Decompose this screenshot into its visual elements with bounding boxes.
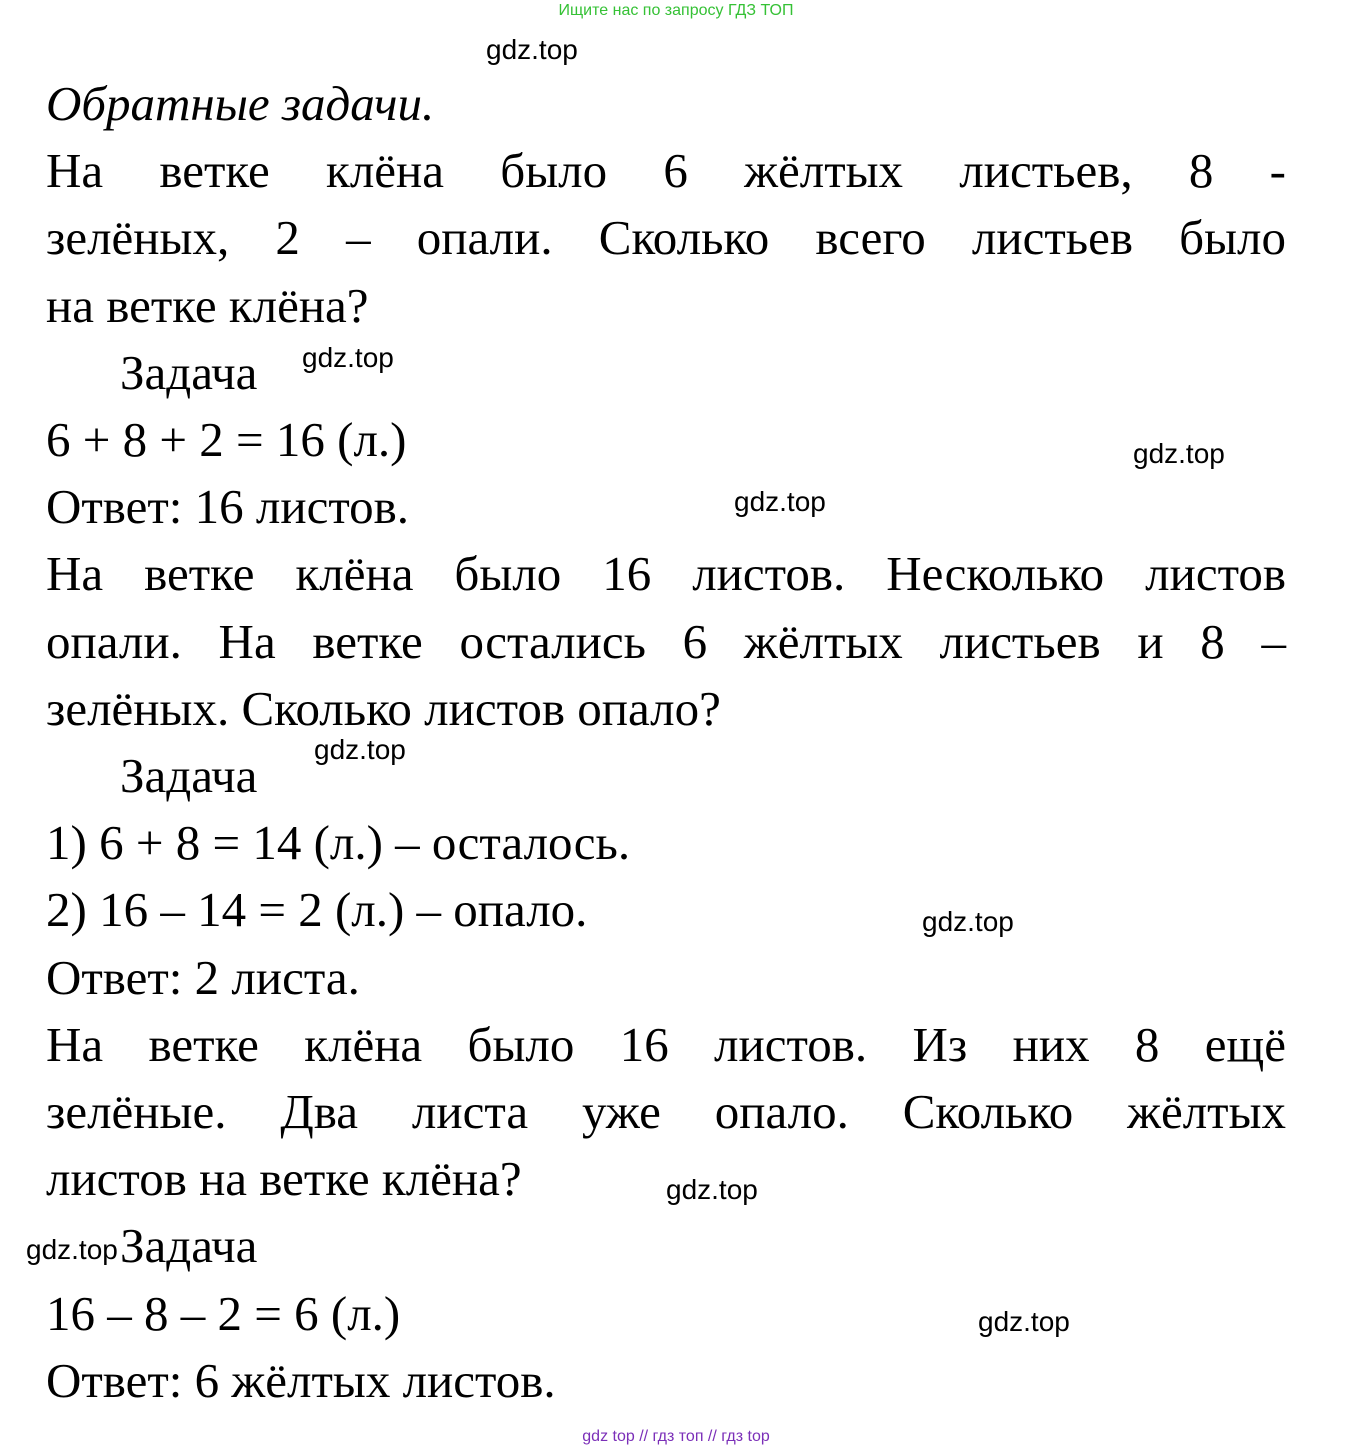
problem-3-solution: 16 – 8 – 2 = 6 (л.)	[46, 1285, 401, 1341]
watermark: gdz.top	[734, 486, 826, 517]
problem-3-task-label: Задача	[120, 1218, 258, 1274]
problem-2-solution-step-1: 1) 6 + 8 = 14 (л.) – осталось.	[46, 815, 631, 871]
watermark: gdz.top	[1133, 438, 1225, 469]
problem-2-text-line-1: На ветке клёна было 16 листов. Несколько листов	[46, 546, 1286, 602]
problem-1-answer: Ответ: 16 листов.	[46, 479, 410, 535]
watermark: gdz.top	[922, 906, 1014, 937]
problem-2-task-label: Задача	[120, 748, 258, 804]
footer-banner: gdz top // гдз топ // гдз top	[582, 1428, 770, 1445]
problem-1-task-label: Задача	[120, 344, 258, 400]
watermark: gdz.top	[486, 34, 578, 65]
problem-1-solution: 6 + 8 + 2 = 16 (л.)	[46, 412, 407, 468]
problem-1-text-line-2: зелёных, 2 – опали. Сколько всего листьев было	[46, 210, 1286, 266]
problem-2-text-line-3: зелёных. Сколько листов опало?	[46, 680, 721, 736]
document-body	[46, 70, 1286, 1414]
watermark: gdz.top	[26, 1234, 118, 1265]
watermark: gdz.top	[314, 734, 406, 765]
problem-3-text-line-2: зелёные. Два листа уже опало. Сколько жёлтых	[46, 1084, 1286, 1140]
problem-1-text-line-3: на ветке клёна?	[46, 277, 369, 333]
problem-2-solution-step-2: 2) 16 – 14 = 2 (л.) – опало.	[46, 882, 588, 938]
problem-3-text-line-3: листов на ветке клёна?	[46, 1151, 522, 1207]
problem-1-text-line-1: На ветке клёна было 6 жёлтых листьев, 8 -	[46, 143, 1286, 199]
search-banner: Ищите нас по запросу ГДЗ ТОП	[558, 2, 794, 19]
problem-3-answer: Ответ: 6 жёлтых листов.	[46, 1352, 556, 1408]
page-title: Обратные задачи.	[46, 76, 435, 131]
watermark: gdz.top	[666, 1174, 758, 1205]
watermark: gdz.top	[978, 1306, 1070, 1337]
problem-3-text-line-1: На ветке клёна было 16 листов. Из них 8 ещё	[46, 1016, 1286, 1072]
problem-2-answer: Ответ: 2 листа.	[46, 949, 360, 1005]
watermark: gdz.top	[302, 342, 394, 373]
problem-2-text-line-2: опали. На ветке остались 6 жёлтых листьев и 8 –	[46, 613, 1286, 669]
